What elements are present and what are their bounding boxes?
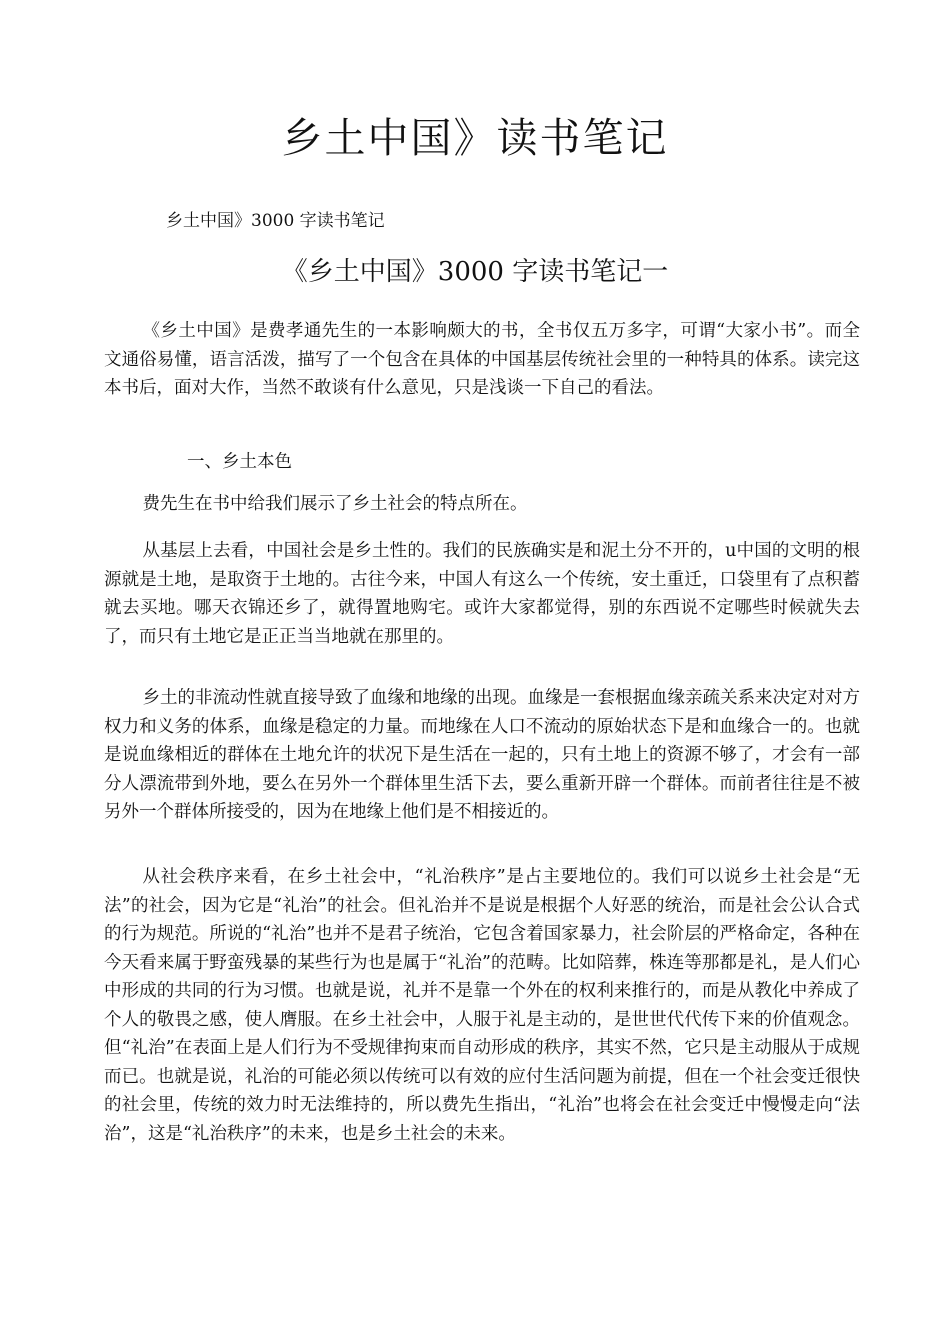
paragraph-land: 从基层上去看，中国社会是乡土性的。我们的民族确实是和泥土分不开的，u中国的文明的根源就是土地，是取资于土地的。古往今来，中国人有这么一个传统，安土重迁，口袋里有了点积蓄就去买地。哪天衣锦还乡了，就得置地购宅。或许大家都觉得，别的东西说不定哪些时候就失去了，而只有土地它是正正当当地就在那里的。 xyxy=(104,541,860,647)
document-subtitle: 乡土中国》3000 字读书笔记 xyxy=(166,211,385,231)
paragraph-overview: 费先生在书中给我们展示了乡土社会的特点所在。 xyxy=(142,494,528,514)
paragraph-intro: 《乡土中国》是费孝通先生的一本影响颇大的书，全书仅五万多字，可谓“大家小书”。而全文通俗易懂，语言活泼，描写了一个包含在具体的中国基层传统社会里的一种特具的体系。读完这本书后，面对大作，当然不敢谈有什么意见，只是浅谈一下自己的看法。 xyxy=(104,321,860,398)
section-title: 《乡土中国》3000 字读书笔记一 xyxy=(281,257,669,287)
paragraph-kinship: 乡土的非流动性就直接导致了血缘和地缘的出现。血缘是一套根据血缘亲疏关系来决定对对方权力和义务的体系，血缘是稳定的力量。而地缘在人口不流动的原始状态下是和血缘合一的。也就是说血缘相近的群体在土地允许的状况下是生活在一起的，只有土地上的资源不够了，才会有一部分人漂流带到外地，要么在另外一个群体里生活下去，要么重新开辟一个群体。而前者往往是不被另外一个群体所接受的，因为在地缘上他们是不相接近的。 xyxy=(104,688,860,822)
document-title: 乡土中国》读书笔记 xyxy=(281,114,669,162)
paragraph-rites: 从社会秩序来看，在乡土社会中，“礼治秩序”是占主要地位的。我们可以说乡土社会是“无法”的社会，因为它是“礼治”的社会。但礼治并不是说是根据个人好恶的统治，而是社会公认合式的行为规范。所说的“礼治”也并不是君子统治，它包含着国家暴力，社会阶层的严格命定，各种在今天看来属于野蛮残暴的某些行为也是属于“礼治”的范畴。比如陪葬，株连等那都是礼，是人们心中形成的共同的行为习惯。也就是说，礼并不是靠一个外在的权利来推行的，而是从教化中养成了个人的敬畏之感，使人膺服。在乡土社会中，人服于礼是主动的，是世世代代传下来的价值观念。但“礼治”在表面上是人们行为不受规律拘束而自动形成的秩序，其实不然，它只是主动服从于成规而已。也就是说，礼治的可能必须以传统可以有效的应付生活问题为前提，但在一个社会变迁很快的社会里，传统的效力时无法维持的，所以费先生指出，“礼治”也将会在社会变迁中慢慢走向“法治”，这是“礼治秩序”的未来，也是乡土社会的未来。 xyxy=(104,867,860,1144)
section-heading: 一、乡土本色 xyxy=(187,452,292,472)
